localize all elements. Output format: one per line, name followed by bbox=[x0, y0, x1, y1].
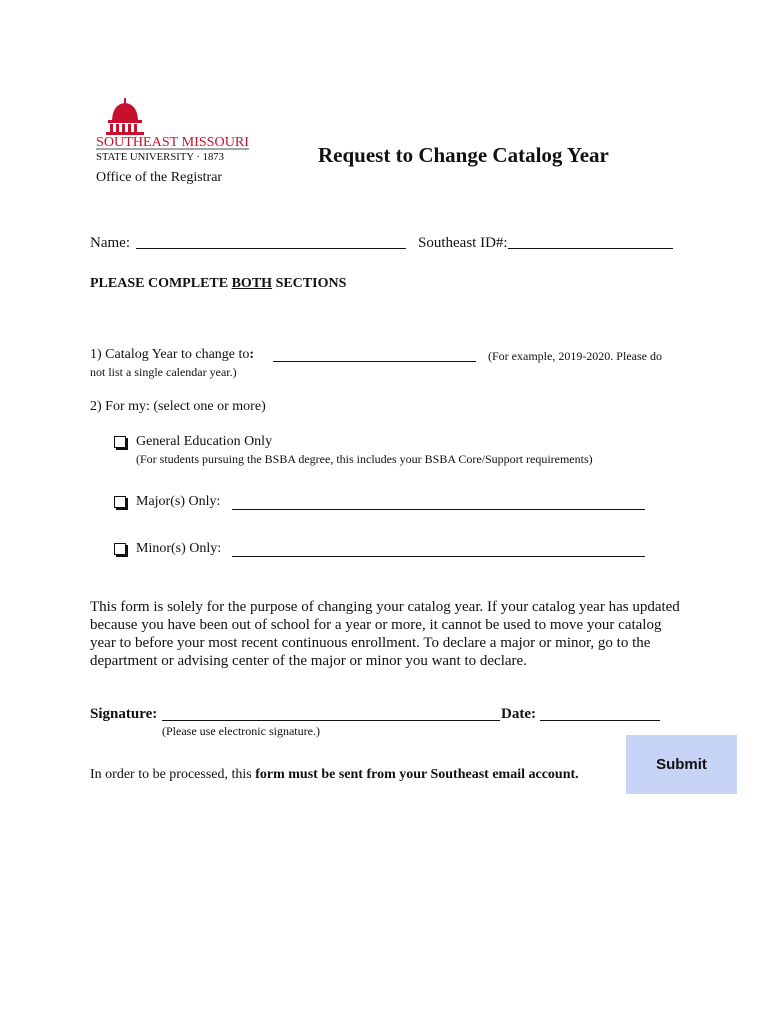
date-label: Date: bbox=[501, 706, 536, 722]
section2-label: 2) For my: (select one or more) bbox=[90, 399, 266, 414]
catalog-year-field[interactable] bbox=[273, 361, 476, 362]
id-label: Southeast ID#: bbox=[418, 235, 508, 251]
signature-field[interactable] bbox=[162, 720, 500, 721]
page-title: Request to Change Catalog Year bbox=[318, 143, 609, 167]
catalog-year-label: 1) Catalog Year to change to: bbox=[90, 347, 255, 362]
signature-note: (Please use electronic signature.) bbox=[162, 724, 320, 738]
name-label: Name: bbox=[90, 235, 130, 251]
general-education-checkbox[interactable] bbox=[114, 436, 126, 448]
notice-paragraph: This form is solely for the purpose of changing your catalog year. If your catalog year has updated because you have been out of school for a year or more, it cannot be used to move your catalog year to before your most recent continuous enrollment. To declare a major or minor, go to the department or advising center of the major or minor you want to declare. bbox=[90, 599, 680, 669]
office-name: Office of the Registrar bbox=[96, 170, 223, 185]
general-education-note: (For students pursuing the BSBA degree, this includes your BSBA Core/Support requirements) bbox=[136, 452, 593, 466]
majors-label: Major(s) Only: bbox=[136, 494, 221, 509]
general-education-label: General Education Only bbox=[136, 434, 273, 449]
majors-checkbox[interactable] bbox=[114, 496, 126, 508]
majors-field[interactable] bbox=[232, 509, 645, 510]
submit-button[interactable]: Submit bbox=[626, 735, 737, 794]
university-logo bbox=[96, 96, 252, 166]
instruction-heading: PLEASE COMPLETE BOTH SECTIONS bbox=[90, 276, 347, 291]
logo-line2: STATE UNIVERSITY · 1873 bbox=[96, 152, 224, 163]
submission-note: In order to be processed, this form must be sent from your Southeast email account. bbox=[90, 767, 579, 782]
minors-checkbox[interactable] bbox=[114, 543, 126, 555]
catalog-year-hint-cont: not list a single calendar year.) bbox=[90, 365, 237, 379]
name-field[interactable] bbox=[136, 248, 406, 249]
catalog-year-hint: (For example, 2019-2020. Please do bbox=[488, 349, 662, 363]
logo-line1: SOUTHEAST MISSOURI bbox=[96, 134, 250, 149]
date-field[interactable] bbox=[540, 720, 660, 721]
minors-field[interactable] bbox=[232, 556, 645, 557]
signature-label: Signature: bbox=[90, 706, 158, 722]
dome-icon bbox=[106, 98, 144, 135]
id-field[interactable] bbox=[508, 248, 673, 249]
minors-label: Minor(s) Only: bbox=[136, 541, 222, 556]
